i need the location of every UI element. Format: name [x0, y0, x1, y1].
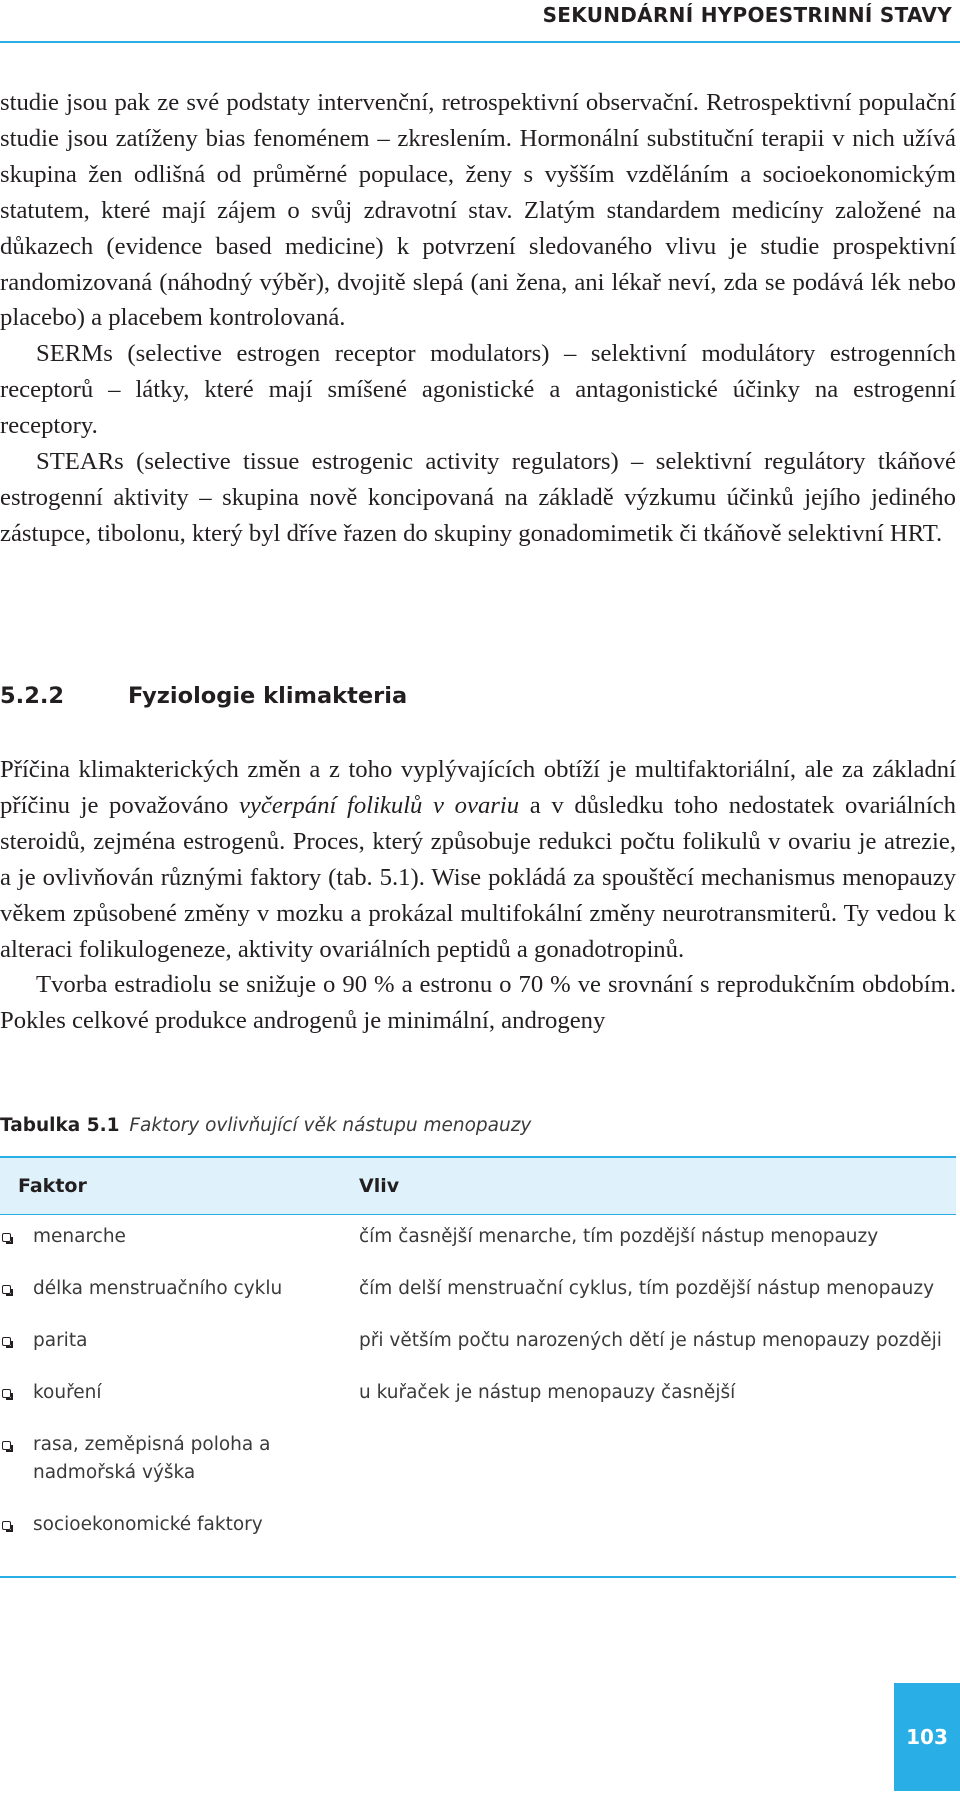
checkbox-bullet-icon [2, 1337, 11, 1346]
paragraph-causes [0, 752, 956, 967]
factor-cell: rasa, zeměpisná poloha a nadmořská výška [33, 1434, 271, 1483]
checkbox-bullet-icon [2, 1441, 11, 1450]
effect-cell: u kuřaček je nástup menopauzy časnější [359, 1382, 736, 1403]
paragraph-estradiol: Tvorba estradiolu se snižuje o 90 % a estronu o 70 % ve srovnání s reprodukčním obdobím. Pokles celkové produkce androgenů je minimální, androgeny [0, 971, 956, 1035]
paragraph-causes-start: Příčina klimakterických změn a z toho vyplývajících obtíží je multifaktoriální, ale za základní příčinu je považováno [0, 756, 956, 819]
effect-cell: čím delší menstruační cyklus, tím pozdější nástup menopauzy [359, 1278, 935, 1299]
factor-cell: menarche [33, 1226, 126, 1247]
paragraph-causes-emphasis: vyčerpání folikulů v ovariu [238, 791, 520, 819]
section-heading [0, 683, 407, 709]
table-caption [0, 1115, 531, 1136]
checkbox-bullet-icon [2, 1285, 11, 1294]
section-number: 5.2.2 [0, 683, 65, 709]
table-caption-title: Faktory ovlivňující věk nástupu menopauzy [129, 1115, 532, 1136]
factor-cell: kouření [33, 1382, 102, 1403]
column-header-effect: Vliv [359, 1175, 400, 1197]
table-caption-label: Tabulka 5.1 [0, 1115, 120, 1136]
section-title: Fyziologie klimakteria [128, 683, 408, 709]
table-row [0, 1431, 956, 1487]
checkbox-bullet-icon [2, 1389, 11, 1398]
table-row [0, 1379, 956, 1407]
factors-table [0, 1156, 956, 1563]
table-row [0, 1223, 956, 1251]
effect-cell: při větším počtu narozených dětí je nástup menopauzy později [359, 1330, 942, 1351]
paragraph-stears: STEARs (selective tissue estrogenic activity regulators) – selektivní regulátory tkáňové estrogenní aktivity – skupina nově koncipovaná na základě výzkumu účinků jejího jediného zástupce, tibolonu, který byl dříve řazen do skupiny gonadomimetik či tkáňově selektivní HRT. [0, 448, 956, 547]
table-body [0, 1215, 956, 1539]
table-row [0, 1511, 956, 1539]
table-header-row [0, 1158, 956, 1215]
factor-cell: délka menstruačního cyklu [33, 1278, 283, 1299]
effect-cell [359, 1511, 956, 1539]
paragraph-causes-end: a v důsledku toho nedostatek ovariálních steroidů, zejména estrogenů. Proces, který způsobuje redukci počtu folikulů v ovariu je atrezie, a je ovlivňován různými faktory (tab. 5.1). Wise pokládá za spouštěcí mechanismus menopauzy věkem způsobené změny v mozku a prokázal multifokální změny neurotransmiterů. Ty vedou k alteraci folikulogeneze, aktivity ovariálních peptidů a gonadotropinů. [0, 791, 956, 963]
paragraph-serms: SERMs (selective estrogen receptor modulators) – selektivní modulátory estrogenních receptorů – látky, které mají smíšené agonistické a antagonistické účinky na estrogenní receptory. [0, 340, 956, 440]
running-head-title: SEKUNDÁRNÍ HYPOESTRINNÍ STAVY [542, 3, 952, 27]
paragraph-studies: studie jsou pak ze své podstaty intervenční, retrospektivní observační. Retrospektivní populační studie jsou zatíženy bias fenoménem – zkreslením. Hormonální substituční terapii v nich užívá skupina žen odlišná od průměrné populace, ženy s vyšším vzděláním a socioekonomickým statutem, které mají zájem o svůj zdravotní stav. Zlatým standardem medicíny založené na důkazech (evidence based medicine) k potvrzení sledovaného vlivu je studie prospektivní randomizovaná (náhodný výběr), dvojitě slepá (ani žena, ani lékař neví, zda se podává lék nebo placebo) a placebem kontrolovaná. [0, 89, 956, 332]
column-header-factor: Faktor [18, 1175, 87, 1197]
checkbox-bullet-icon [2, 1521, 11, 1530]
factor-cell: socioekonomické faktory [33, 1514, 263, 1535]
body-text-top [0, 85, 956, 552]
table-bottom-rule [0, 1576, 956, 1578]
checkbox-bullet-icon [2, 1233, 11, 1242]
table-row [0, 1275, 956, 1303]
table-row [0, 1327, 956, 1355]
body-text-section [0, 752, 956, 1039]
effect-cell: čím časnější menarche, tím pozdější nástup menopauzy [359, 1226, 879, 1247]
effect-cell [359, 1431, 956, 1487]
header-rule [0, 41, 960, 43]
page-number: 103 [894, 1683, 960, 1791]
factor-cell: parita [33, 1330, 88, 1351]
